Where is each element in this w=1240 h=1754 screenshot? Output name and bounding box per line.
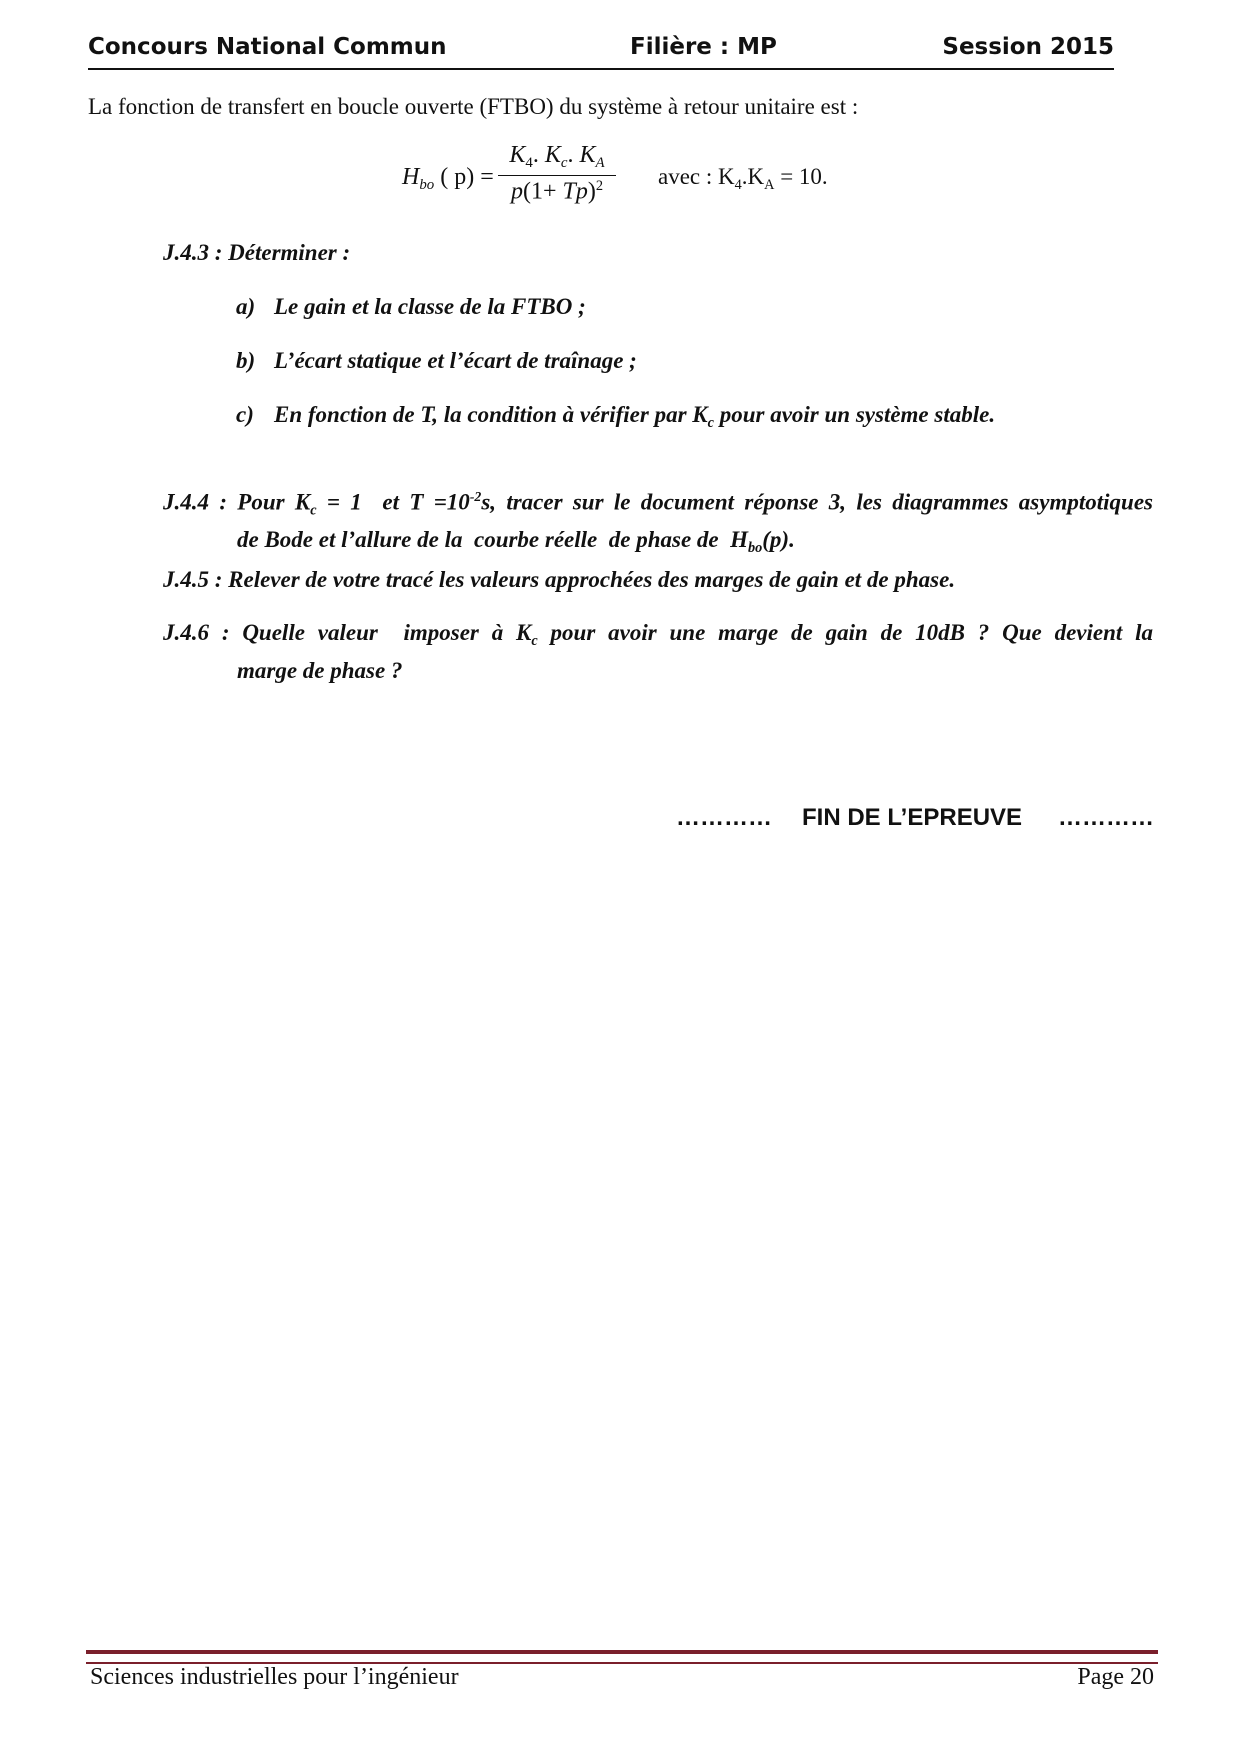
footer-page-number: Page 20 — [1077, 1664, 1154, 1690]
question-j46-line1: J.4.6 : Quelle valeur imposer à $K_c$ pour avoir une marge de gain de 10dB ? Que devient la — [163, 620, 1153, 649]
question-j44-line2: de Bode et l’allure de la courbe réelle de phase de $H_{bo}(p)$. — [237, 527, 795, 557]
fin-dots-left: ………… — [676, 804, 772, 831]
question-j43-item-a — [236, 294, 586, 320]
formula-lhs-sub: bo — [419, 177, 435, 194]
formula-lhs-rest: ( p) = — [440, 164, 494, 190]
formula-numerator: $K_4$. $K_c$. $K_A$ — [509, 142, 605, 172]
item-label: b) — [236, 348, 256, 373]
item-label: a) — [236, 294, 256, 319]
formula-fraction — [498, 142, 616, 206]
header-track: Filière : MP — [630, 34, 777, 60]
fin-dots-right: ………… — [1058, 804, 1154, 831]
footer-subject: Sciences industrielles pour l’ingénieur — [90, 1664, 459, 1690]
formula-lhs-H: H — [402, 164, 420, 190]
question-j43-item-c — [236, 402, 995, 432]
transfer-function-formula — [402, 142, 902, 220]
page-header — [88, 32, 1114, 70]
question-j44-line1: J.4.4 : Pour $K_c = 1$ et $T =10^{-2}s$, tracer sur le document réponse 3, les diagrammes asymptotiques — [163, 489, 1153, 519]
formula-denominator: $p(1+ Tp)^2$ — [510, 178, 604, 205]
question-j44 — [163, 482, 1153, 563]
question-j43-title: J.4.3 : Déterminer : — [163, 240, 351, 265]
item-text: Le gain et la classe de la FTBO ; — [274, 294, 586, 319]
formula-lhs — [402, 164, 494, 194]
question-j46 — [163, 618, 1153, 686]
intro-text: La fonction de transfert en boucle ouverte (FTBO) du système à retour unitaire est : — [88, 94, 859, 119]
fin-label: FIN DE L’EPREUVE — [802, 804, 1023, 831]
question-j46-line2: marge de phase ? — [237, 657, 403, 683]
header-competition: Concours National Commun — [88, 34, 447, 60]
fraction-bar — [498, 175, 616, 176]
question-j45: J.4.5 : Relever de votre tracé les valeurs approchées des marges de gain et de phase. — [163, 567, 956, 592]
question-j43-item-b — [236, 348, 637, 374]
item-text-c: En fonction de T, la condition à vérifier par $K_c$ pour avoir un système stable. — [274, 402, 996, 431]
formula-condition: avec : $K_4.K_A = 10$. — [658, 164, 828, 193]
header-session: Session 2015 — [942, 34, 1114, 60]
item-text: L’écart statique et l’écart de traînage ; — [274, 348, 637, 373]
footer-rule — [86, 1650, 1158, 1664]
item-label: c) — [236, 402, 254, 427]
